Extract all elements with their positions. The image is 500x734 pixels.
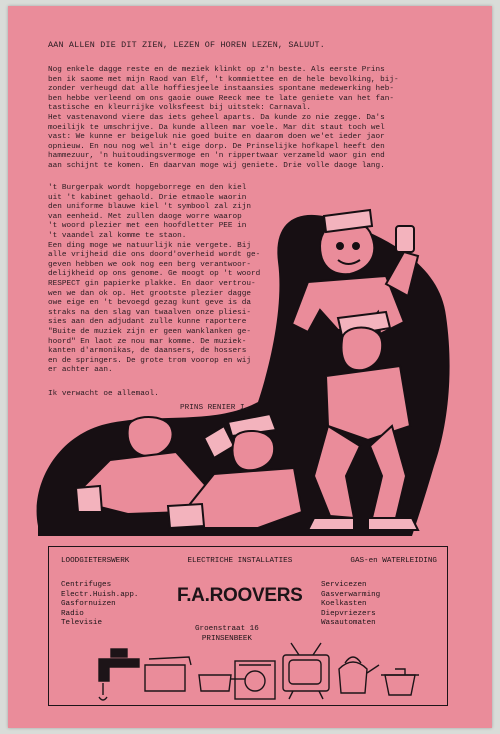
letter-body-narrow: 't Burgerpak wordt hopgeborrege en den kiel uit 't kabinet gehaold. Drie etmaole waorin den uniforme blauwe kiel 't symbool zal zijn van eenheid. Met zullen daoge worre waarop 't woord plezier met een hoofdletter PEE in 't vaandel zal komme te staon. Een ding moge we natuurlijk nie vergete. Bij alle vrijheid die ons doord'overheid wordt ge- geven hebben we ook nog een berg verantwoor- delijkheid op ons genome. Ge moogt op 't woord RESPECT gin papierke plakke. En daor vertrou- wen we dan ok op. Het grootste plezier dagge owe eige en 't bevoegd gezag kunt geve is da straks na den slag van twaalven onze pliesi- sies aan den adjudant zulle kunne raportere "Buite de muziek zijn er geen wanklanken ge- hoord" En laot ze nou mar komme. De muziek- kanten d'armonikas, de daansers, de hossers en de springers. De grote trom voorop en wij er achter aan. — [48, 184, 261, 375]
washing-machine-icon — [235, 661, 275, 699]
ad-street: Groenstraat 16 — [195, 625, 259, 633]
ad-product: Koelkasten — [321, 600, 367, 609]
water-tap-icon — [99, 649, 139, 700]
ad-product: Electr.Huish.app. — [61, 590, 139, 599]
ad-product-list-left — [61, 581, 138, 629]
ad-service: GAS-en WATERLEIDING — [350, 557, 437, 565]
document-page — [8, 6, 492, 728]
kettle-icon — [339, 657, 379, 693]
pan-icon — [199, 675, 245, 691]
letter-signature: PRINS RENIER I. — [180, 404, 250, 412]
ad-service: LOODGIETERSWERK — [61, 557, 130, 565]
ad-service: ELECTRICHE INSTALLATIES — [187, 557, 293, 565]
television-icon — [283, 643, 329, 699]
ad-town: PRINSENBEEK — [201, 634, 252, 643]
ad-appliances-drawing — [49, 635, 447, 705]
ad-product: Gasverwarming — [321, 590, 381, 599]
ad-product-list-right — [321, 581, 380, 629]
ad-brand-name: F.A.ROOVERS — [177, 585, 303, 606]
roovers-advertisement — [48, 546, 448, 706]
ad-product: Televisie — [61, 619, 103, 628]
ad-product: Diepvriezers — [321, 609, 376, 618]
letter-heading: AAN ALLEN DIE DIT ZIEN, LEZEN OF HOREN LEZEN, SALUUT. — [48, 40, 325, 50]
ad-product: Gasfornuizen — [61, 600, 116, 609]
ad-product: Servicezen — [321, 581, 367, 589]
ad-services-row — [61, 557, 437, 565]
letter-body-wide: Nog enkele dagge reste en de meziek klinkt op z'n beste. Als eerste Prins ben ik saome met mijn Raod van Elf, 't kommiettee en de hele bevolking, bij- zonder verheugd dat alle hoffiesjeele instaansies spontane medewerking heb- ben hebbe verleend om ons gaoie ouwe Reeck mee te late geniete van het fan- tastische en kleurrijke volksfeest bij uitstek: Carnaval. Het vastenavond viere das iets geheel aparts. Da kunde zo nie zegge. Da's moeilijk te umschrijve. Da kunde alleen mar voele. Mar dit staut toch wel vast: We kunne er beigeluk nie goed buite en daarom doen we'et ieder jaor opnieuw. En nou nog wel in't eige dorp. De Prinselijke hofkapel heeft den hammezuur, 'n huitoudingsvermoge en 'n rippertwaar verzameld waor gin end aan schijnt te komen. En daarvan moge wij geniete. Drie volle daoge lang. — [48, 66, 399, 170]
ad-product: Radio — [61, 609, 84, 618]
letter-closing: Ik verwacht oe allemaol. — [48, 390, 159, 398]
ad-product: Centrifuges — [61, 581, 112, 589]
ad-product: Wasautomaten — [321, 619, 376, 628]
